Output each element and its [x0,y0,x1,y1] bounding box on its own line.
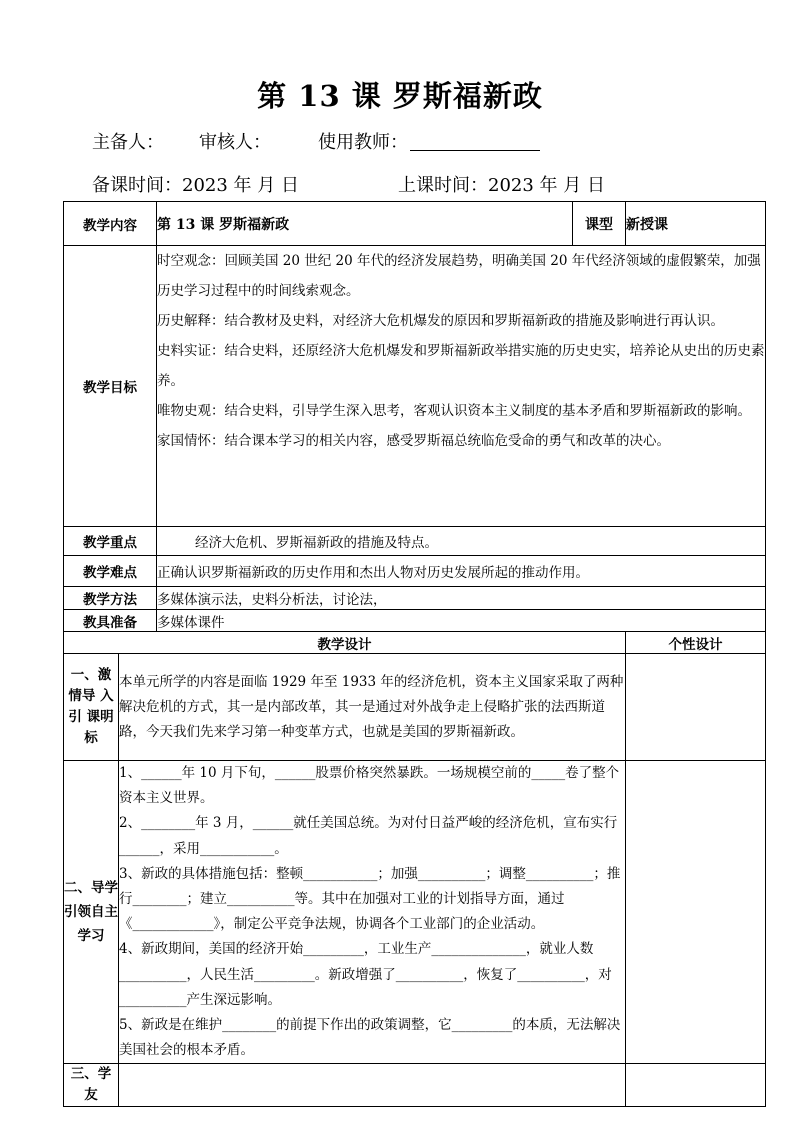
type-label: 课型 [573,202,626,246]
lesson-plan-table [63,201,766,1107]
type-value: 新授课 [626,202,766,246]
key-label: 教学重点 [64,527,157,556]
exercise-item: 2、________年 3 月，______就任美国总统。为对付日益严峻的经济危机，宣布实行______，采用___________。 [119,815,618,857]
method-label: 教学方法 [64,587,157,610]
exercise-item: 3、新政的具体措施包括：整顿___________；加强__________；调整__________；推行________；建立__________等。其中在加强对工业的计划指导方面，通过《____________》，制定公平竞争法规，协调各个工业部门的企业活动。 [119,865,621,933]
section2-label: 二、导学引领自主学习 [64,761,119,1064]
reviewer-label: 审核人： [199,132,271,153]
personal-header: 个性设计 [626,632,766,654]
goal-item: 时空观念：回顾美国 20 世纪 20 年代的经济发展趋势，明确美国 20 年代经济领域的虚假繁荣，加强历史学习过程中的时间线索观念。 [157,253,761,299]
content-value: 第 13 课 罗斯福新政 [157,202,573,246]
row-goals [64,246,766,527]
goal-item: 历史解释：结合教材及史料，对经济大危机爆发的原因和罗斯福新政的措施及影响进行再认识。 [157,313,724,329]
section1-personal [626,654,766,761]
row-design-header [64,632,766,654]
goal-item: 史料实证：结合史料，还原经济大危机爆发和罗斯福新政举措实施的历史史实，培养论从史出的历史素养。 [157,343,765,389]
method-value: 多媒体演示法，史料分析法，讨论法， [157,587,766,610]
goal-item: 唯物史观：结合史料，引导学生深入思考，客观认识资本主义制度的基本矛盾和罗斯福新政的影响。 [157,403,751,419]
exercise-item: 5、新政是在维护________的前提下作出的政策调整，它_________的本质，无法解决美国社会的根本矛盾。 [119,1017,621,1059]
row-section2 [64,761,766,1064]
section3-content [119,1064,626,1107]
section2-personal [626,761,766,1064]
row-tools [64,610,766,632]
teacher-label: 使用教师： [318,132,408,153]
tools-value: 多媒体课件 [157,610,766,632]
exercise-item: 4、新政期间，美国的经济开始_________，工业生产______________，就业人数__________，人民生活_________。新政增强了__________，恢复了__________，对__________产生深远影响。 [119,941,612,1008]
class-time: 上课时间：2023 年 月 日 [398,175,605,196]
teacher-blank-line [410,132,540,151]
goal-item: 家国情怀：结合课本学习的相关内容，感受罗斯福总统临危受命的勇气和改革的决心。 [157,433,670,449]
teacher-field [318,128,540,154]
exercise-item: 1、______年 10 月下旬，______股票价格突然暴跌。一场规模空前的_____卷了整个资本主义世界。 [119,765,620,807]
row-key [64,527,766,556]
page-title: 第 13 课 罗斯福新政 [257,79,543,113]
preparer-label: 主备人： [92,132,164,153]
section2-exercises [119,761,626,1064]
section1-text: 本单元所学的内容是面临 1929 年至 1933 年的经济危机，资本主义国家采取了两种解决危机的方式，其一是内部改革，其一是通过对外战争走上侵略扩张的法西斯道路，今天我们先来学习第一种变革方式，也就是美国的罗斯福新政。 [119,654,626,761]
difficulty-label: 教学难点 [64,556,157,587]
row-section1 [64,654,766,761]
prep-time: 备课时间：2023 年 月 日 [92,175,299,196]
row-method [64,587,766,610]
section3-personal [626,1064,766,1107]
design-header: 教学设计 [64,632,626,654]
key-value: 经济大危机、罗斯福新政的措施及特点。 [157,527,766,556]
section3-label: 三、学 友 [64,1064,119,1107]
goals-list [157,246,766,527]
tools-label: 教具准备 [64,610,157,632]
content-label: 教学内容 [64,202,157,246]
row-content [64,202,766,246]
difficulty-value: 正确认识罗斯福新政的历史作用和杰出人物对历史发展所起的推动作用。 [157,556,766,587]
goals-label: 教学目标 [64,246,157,527]
row-difficulty [64,556,766,587]
section1-label: 一、激 情导 入引 课明标 [64,654,119,761]
row-section3 [64,1064,766,1107]
